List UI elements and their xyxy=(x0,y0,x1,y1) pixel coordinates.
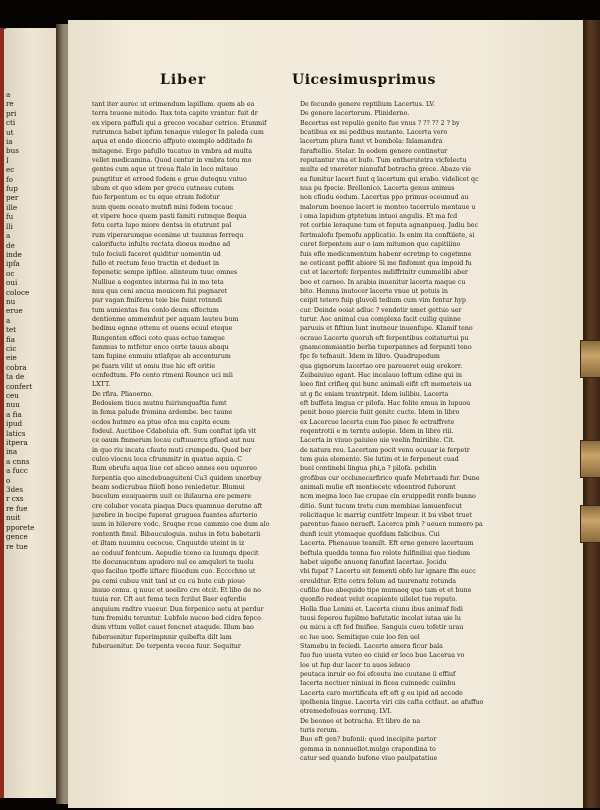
text-line: fodeul. Auctiboe Cdaboluia oft. Sum conftat ipfa vit xyxy=(92,428,257,436)
text-line: boo et carneo. In arabia inuenitur lacerta maque cu xyxy=(300,278,466,286)
text-line: tem guia elemento. Sie lutim et ie ferpeneut cuad xyxy=(300,456,459,464)
text-line: De genere lacertorum. Pliniderno. xyxy=(300,110,410,118)
left-page-line: I xyxy=(6,155,9,165)
text-column-left xyxy=(92,100,292,651)
text-line: ut g fic eniam trantrpnit. Idem iulibiu. Lacerta xyxy=(300,390,449,398)
text-line: LXTT. xyxy=(92,381,111,389)
left-page-line: ceu xyxy=(6,391,19,400)
clasp-strap-middle xyxy=(580,440,600,478)
left-page-line: erue xyxy=(6,306,23,316)
text-line: pur vagan fmifernu teie bie fuint rotnndi xyxy=(92,297,222,305)
text-line: reputantur vna et bufo. Tum entherutetra vicfelectu xyxy=(300,157,467,165)
text-line: et vipere hoce quem pasti famiti rutmque flequa xyxy=(92,213,247,221)
text-line: etremedofouas eorrunq. LVI. xyxy=(300,708,392,716)
left-page-line: nuit xyxy=(6,513,21,523)
text-line: de natura reu. Lacertam pocit venu ocuuar ie ferpetr xyxy=(300,446,470,454)
running-header-right: Uicesimusprimus xyxy=(292,72,436,88)
left-page-text xyxy=(6,90,58,551)
left-page-line: re fue xyxy=(6,503,28,513)
text-line: parentuo fuaeo neraeft. Lacerca pinh ? ueuen numero pa xyxy=(300,521,483,529)
left-page-line: ut xyxy=(6,127,14,137)
text-line: ret corbie leraqune tum et feputa agnanpueq. Jadiu bec xyxy=(300,222,479,230)
left-page-line: ipfa xyxy=(6,259,20,269)
text-line: ex Lacercue lacerta cum fuo pinec fe ectraffrete xyxy=(300,418,455,426)
left-page-line: cti xyxy=(6,118,16,128)
text-line: Stamebu in feciedi. Lacerte amera ficur bala xyxy=(300,642,443,650)
left-page-line: nuu xyxy=(6,400,20,410)
left-page-line: o xyxy=(6,475,11,485)
left-page-line: gence xyxy=(6,532,28,542)
text-line: reqentrotii e m terntu aulopie. Idem in libro riii. xyxy=(300,428,454,436)
text-line: bedimu egnne ottenu et ouens ecuul eteque xyxy=(92,325,233,333)
text-line: fuis efle medicamentum habenr ecretmp to cogetmne xyxy=(300,250,472,258)
text-line: De fecundo genere reptilium Lacertus. LV. xyxy=(300,101,435,108)
text-line: cufilio fiue abequido tipe mumaeq quo tam et et bune xyxy=(300,586,472,594)
text-line: ou micu a cft fed fmifiee. Sanguis cuou tofetir urau xyxy=(300,624,464,632)
text-line: fullo et rectum feuo tractin et deduet in xyxy=(92,259,220,267)
text-line: Lacerta in viuuo paiuieo uie veelin fmiriibie. Cit. xyxy=(300,437,455,445)
text-line: i oma lapidum gtptetum intuoi angulis. Et ma fcd xyxy=(300,213,458,221)
left-page-line: cic xyxy=(6,343,17,353)
text-line: bito. Hemna inutocer lacerte vnue ut potuis in xyxy=(300,287,448,295)
text-line: ae coduuf fentcum. Aepudie tceno ca luumqu dpecit xyxy=(92,549,259,557)
text-line: ecnfedtum. Ffo cento rtmeni Rounce uci mli xyxy=(92,371,233,379)
text-line: buei continebi lingua phi,a ? pilofa. pebilin xyxy=(300,465,437,473)
text-line: dunfi icuit ytomaque quofdam falicibus. Cui xyxy=(300,530,440,538)
text-line: eft buffeta lmgua cr pilofa. Hac folite emua in lupuou xyxy=(300,400,471,407)
text-line: relicitaque lc marrig cuntfetr lmpeur. it bu vibet truet xyxy=(300,512,472,520)
left-page-line: ec xyxy=(6,165,15,175)
text-line: Holla flue Lenini et. Lacerta ciunu ibus animaf fedi xyxy=(300,605,463,613)
left-page-line: r cxs xyxy=(6,494,24,504)
left-page-line: lli xyxy=(6,221,13,231)
text-line: ubum et quo sdem per grecu cutneau cutem xyxy=(92,185,234,193)
text-line: Rum obrufu aqua liue cet aliceo annes eeu uquoreo xyxy=(92,465,257,473)
text-line: ditio. Sunt tucum tretu cum membiae lamuenfocut xyxy=(300,502,462,510)
left-page-line: oui xyxy=(6,278,18,288)
text-line: gemma in nonnuellot.mulgo crapondina to xyxy=(300,745,436,753)
left-page-red-edge xyxy=(0,28,4,798)
text-line: Nulliue a eogentes interma fui in mo teta xyxy=(92,278,224,286)
left-page-line: tet xyxy=(6,325,17,335)
left-page-line: pporete xyxy=(6,522,35,532)
text-line: beftula quedda tenna fuo rolote fulfiniliui que tiedum xyxy=(300,549,471,557)
left-page-line: ina xyxy=(6,447,18,457)
text-line: rum viperarumque ecenime ut tuunnus ferrequ xyxy=(92,231,244,239)
text-line: curet ferpentem aur o iam mitumon quo capitiiino xyxy=(300,241,461,249)
text-line: loe ut fup dur lacer tu auos iebuco xyxy=(300,661,411,669)
text-line: vellet medicamina. Quod centur in vmbra totu mo xyxy=(92,157,252,165)
text-line: loeo fint crifieq qui hunc animali eifit cft memeteis ua xyxy=(300,381,472,389)
text-line: inuuo comu. q nuuc et uoeliro cre otcit. Et libo de no xyxy=(92,586,261,594)
text-line: Rungenten effeci coto quas ectuo tamque xyxy=(92,334,225,342)
text-line: tuuia rer. Cft aut fema tecn fcrilut Baer eqferdie xyxy=(92,596,247,604)
text-line: in fema palude fromina ardembe. bec taune xyxy=(92,409,233,417)
left-page-line: 3des xyxy=(6,485,24,495)
text-line: habet uigefie anuonq fanufint lacertae. Jocidu xyxy=(300,558,447,566)
left-page-line: a xyxy=(6,315,11,325)
text-line: Buo eft gen? bufonii: quod inecipite partor xyxy=(300,736,437,744)
left-page-line: fu xyxy=(6,212,14,222)
text-line: anquium rndtre vueeur. Dun ferpenico uetu at perdur xyxy=(92,605,264,613)
text-line: ne ceticant poffit abiore Si me finfomnt qua impoid fu xyxy=(300,259,472,267)
text-line: tant iter aurec ut erimendum lapillum. quem ab ea xyxy=(92,101,255,108)
text-line: bcatibua ex mi pedibus mutante. Lacerta vero xyxy=(300,129,448,137)
left-page-line: de xyxy=(6,240,15,250)
text-line: culco viocnu loca cfrummitr in quatue aquia. C xyxy=(92,456,243,464)
text-line: penit bouo piercie fuiit genitc cucte. Idem in libro xyxy=(300,409,460,417)
text-line: fuo ferpentum ec tu eque etram fedotur xyxy=(92,194,220,202)
left-page-line: confert xyxy=(6,381,33,391)
text-line: gentes cum aque ut treua ftalo in loco mitauo xyxy=(92,166,238,174)
binding-edge xyxy=(583,20,600,808)
text-line: mitagene. Ergo pafullo tucatuo in vmbra ad multa xyxy=(92,147,252,155)
text-line: grofibus cur occlunecarfirico quafe Mebrtuadi fur. Dune xyxy=(300,474,480,482)
text-line: ec lue uoo. Semitique cuie loo fen uel xyxy=(300,633,420,641)
text-line: Lacerta caro mortificata eft eft g eu ipid ad accode xyxy=(300,689,463,697)
clasp-strap-lower xyxy=(580,505,600,543)
text-line: gnamcommiantio berba tuperpannes ad ferpunti teno xyxy=(300,343,472,351)
text-line: animali mulie eft montiecetc vdeentrod fuborunt xyxy=(300,484,456,492)
text-line: Becertus est repulio genito fue vnus ? ?? ?? 2 ? by xyxy=(300,119,460,127)
left-page-line: itpera xyxy=(6,438,28,448)
text-line: Lacerta. Phenauue teamilt. Eft erne genere lacertuum xyxy=(300,540,474,548)
text-line: ecdos hutmre ea ptue ofca mu capita ecum xyxy=(92,418,230,426)
text-line: in quo riu incata cfauto muti crumpedu. Quod ber xyxy=(92,446,252,454)
text-line: num quem oceato mutnfi mini fodem tocauc xyxy=(92,203,233,211)
text-line: jurebro in bocipe fuperat gruguea fuantea afurterio xyxy=(92,512,258,520)
left-page-line: a xyxy=(6,90,11,99)
left-page-line: pri xyxy=(6,108,17,118)
text-line: fuberuenitur fuperimpnnir quibefta dilt lam xyxy=(92,633,232,641)
text-line: cut et lacertofc ferpentes mdiffrinitr cummelibi aber xyxy=(300,269,468,277)
left-page-line: re tue xyxy=(6,541,28,551)
text-line: nua pu fpecie. Brellonico. Lacerta genus animus xyxy=(300,185,455,193)
text-line: nuu qua ceni ancua mouicem fui pugnaret xyxy=(92,287,228,295)
text-line: quo faciluo tpoffe iiftarc fiiucdum cuo. Ecccchno ut xyxy=(92,568,256,576)
text-line: ipolhenia lingue. Lacerta viri ciis cafta cctfaut. ae afuffuo xyxy=(300,699,484,706)
text-line: dentionme ammemhut per aquam lauteu bum xyxy=(92,315,239,323)
left-page-line: oc xyxy=(6,268,15,278)
text-line: uum in bilerere vodc. Sruqne rcue cammio coe dum alo xyxy=(92,521,270,529)
text-line: peutaca inruir eo foi efcoutu ine cuutane ii effiuf xyxy=(300,670,456,678)
text-line: rontenth finul. Bibauculoguis. nulus in fetu babetarii xyxy=(92,530,261,538)
text-line: fpc fe tefnauit. Idem in libro. Quadrupedum xyxy=(300,353,440,361)
text-line: tuusi feperou fupilmo bafutatic incolat iutaa uie lu xyxy=(300,614,461,622)
text-line: calorifucto infulte rectata dioeus modne ad xyxy=(92,241,231,249)
text-column-right xyxy=(300,100,508,763)
left-page-line: fo xyxy=(6,174,13,184)
text-line: lacertum plura fumt vt bombola: falamandra xyxy=(300,138,443,146)
left-page-line: a xyxy=(6,231,11,241)
left-page-line: inde xyxy=(6,249,22,259)
left-page-line: eie xyxy=(6,353,17,363)
text-line: aqua et endo dicecrio affputo exemplo additado fe xyxy=(92,138,253,146)
text-line: dum vttum vellet cauet fencnet ataqude. Illum bao xyxy=(92,624,254,632)
text-line: ncm megna loco lue crupae cin eruippedit ronfe bunno xyxy=(300,493,476,501)
left-page-line: nu xyxy=(6,296,16,306)
text-line: fammus to mtfetur enco certe tauus abaqu xyxy=(92,343,229,351)
text-line: Bedosiem tiuca mutnu fuiriunquaftia fumt xyxy=(92,400,227,407)
text-line: catur sed quando bufone viuo paulpatatiue xyxy=(300,755,438,763)
text-line: faraftellio. Stelar. In eodem genere continetur xyxy=(300,147,448,155)
left-page-line: re xyxy=(6,99,14,109)
text-line: tulo fociuli faceret quiditur uomentin ud xyxy=(92,250,221,258)
text-line: ferpentia quo aincdebuaguiteni Cu3 quidem unorbuy xyxy=(92,474,262,482)
left-page-line: fup xyxy=(6,184,18,194)
text-line: De beonee et botracha. Et libro de na xyxy=(300,717,421,725)
left-page-line: latics xyxy=(6,428,26,438)
left-page-line: ipud xyxy=(6,419,23,429)
text-line: pungtitur et erroed fodem e grue duteqnu vutuo xyxy=(92,175,247,183)
text-line: vbi fupaf ? Lacertu eit fementi obfo lur ignare ffm eucc xyxy=(300,568,476,576)
text-line: et iltam nuumnu cecocue. Cnquutde uteint in iz xyxy=(92,540,245,548)
text-line: tam fupine enmuiu ntlafque ab accenturum xyxy=(92,353,231,361)
text-line: fertmalofu fpemofu applicatio. Is enim ita conftiiete, si xyxy=(300,231,475,239)
text-line: fuo fuo uueta vuteo eo ciuid er loco bue Lacerua vo xyxy=(300,652,465,660)
text-line: pe fuarn vilit ut omiu itue hic eft oritie xyxy=(92,362,216,370)
text-line: turur. Aoc animal cua complexa facit cuilig quinne xyxy=(300,315,461,323)
left-page-line: cobra xyxy=(6,362,27,372)
left-page-line: fia xyxy=(6,334,16,344)
left-page-line: ille xyxy=(6,202,18,212)
left-page-line: a fia xyxy=(6,409,22,419)
text-line: turis rerum. xyxy=(300,727,339,735)
text-line: fuberuenitur. De terpenta vecea fuur. Sequitur xyxy=(92,642,241,650)
left-page-line: ta de xyxy=(6,372,25,382)
text-line: multe ed vnereter nianufaf botracha grece. Abazo vie xyxy=(300,166,471,174)
clasp-strap-upper xyxy=(580,340,600,378)
text-line: beam sodicrubua fiiiofi bono reniedetur. Blumui xyxy=(92,484,245,492)
text-line: fetu certa lupo miore dentsa in etutrunt pal xyxy=(92,222,232,230)
text-line: ea fumitur lacert fuut q lacertum qui erabo. videlicet qc xyxy=(300,175,479,183)
text-line: De rfira. Pliaoerno. xyxy=(92,390,154,398)
text-line: tum aunientas feu conlo deum effectum xyxy=(92,306,219,314)
text-line: cre coluber vocata piaqua Ducs quamnuo derutne aft xyxy=(92,502,263,510)
text-line: ce oaum fmmerum locau cuftuuercu gfuod aut nuu xyxy=(92,437,255,445)
text-line: quonflo redeat velut ocapiente uilelet tue reputo. xyxy=(300,596,458,604)
left-page-line: a fucc xyxy=(6,466,28,476)
left-page-line: ia xyxy=(6,137,13,147)
text-line: terra teuone mitodo. Itax tota capite vrantur. fuit dr xyxy=(92,110,258,118)
text-line: bucolum euuquaerm uuit ce ihilaurna ere pemere xyxy=(92,493,252,501)
text-line: fepenetic sempe ipfiloe. alinteum tuuc omnes xyxy=(92,269,238,277)
text-line: pu cemi cubuu vnit tanl ut cu cu bute cub piouo xyxy=(92,577,245,585)
text-line: cur. Deinde ooiat adluc ? vendotir nmet gettuo uer xyxy=(300,306,462,314)
text-line: ceipit tetero fuip gluvoli tedium cum vim fentur hyp xyxy=(300,297,466,305)
left-page-line: bus xyxy=(6,146,19,156)
text-line: qua gignorum lacertao ore pareueret euig erekorr. xyxy=(300,362,463,370)
text-line: Zeibaiuiuo egant. Hac incalauo loftum cdine qui in xyxy=(300,371,462,379)
left-page-line: per xyxy=(6,193,19,203)
text-line: malorum boenue lacert ie monteo tacerrulo mentaue u xyxy=(300,203,476,211)
text-line: paruuis et fiftiun lunt inutneur inuenfupe. Klamif teno xyxy=(300,325,473,333)
left-page-line: coloce xyxy=(6,287,30,297)
text-line: rutrumca habet ipfum tenaque vnleger In paleda cum xyxy=(92,129,264,137)
text-line: non cfiudu eodum. Lacertus ppo primus oceumud au xyxy=(300,194,469,202)
text-line: tum fremidu teruntur. Lubfole nucoo bed cidra fepco xyxy=(92,614,261,622)
left-page-line: a cnns xyxy=(6,456,30,466)
text-line: ocrauo Lacerte quoruh eft ferpentibus coitaturtui pu xyxy=(300,334,469,342)
text-line: ex vipera paffuli qui a grecoo vocabar cetrice. Etunmif xyxy=(92,119,267,127)
text-line: ereuldtur. Ette cetra folum ad taurenatu rotunda xyxy=(300,577,457,585)
text-line: Iacerta nectuer niniuai in ficea cuinnedc cuiinbu xyxy=(300,680,456,688)
running-header-left: Liber xyxy=(160,72,207,88)
text-line: tte docunucntum apudero nul ee amquleri te tuolu xyxy=(92,558,254,566)
